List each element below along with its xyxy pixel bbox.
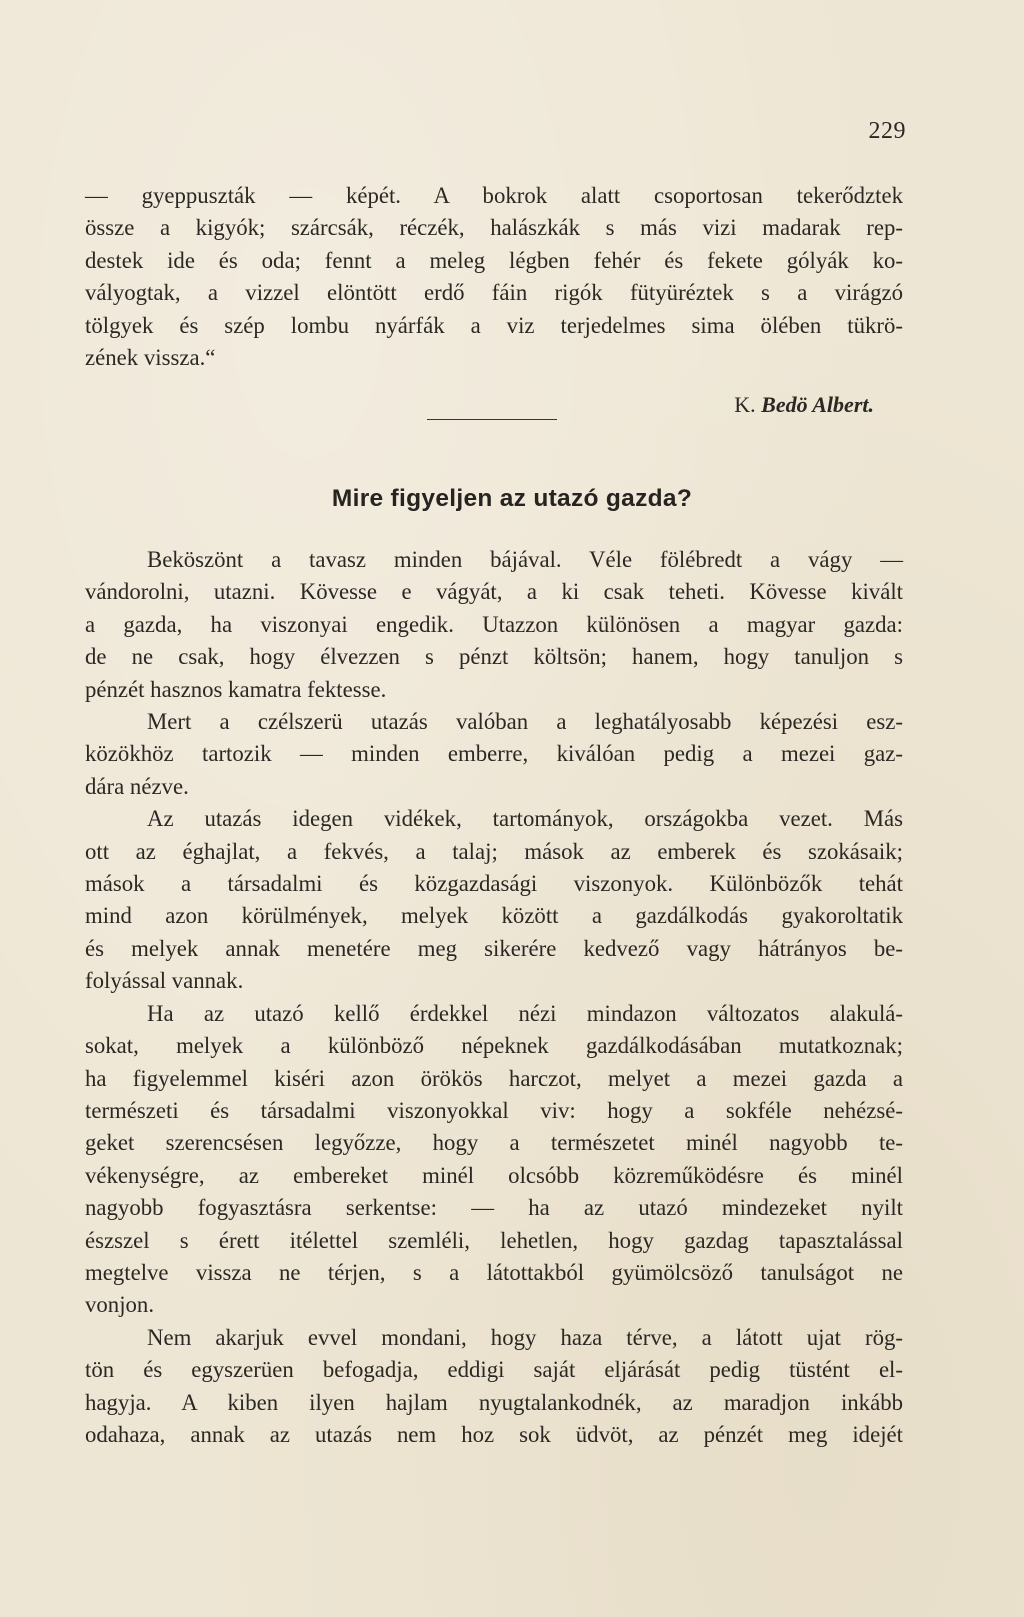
text-line: geket szerencsésen legyőzze, hogy a természetet minél nagyobb te- (85, 1130, 903, 1156)
text-line: Az utazás idegen vidékek, tartományok, országokba vezet. Más (147, 806, 903, 832)
text-line: vályogtak, a vizzel elöntött erdő fáin rigók fütyüréztek s a virágzó (85, 280, 903, 306)
text-line: tölgyek és szép lombu nyárfák a viz terjedelmes sima ölében tükrö- (85, 312, 903, 338)
text-line: ha figyelemmel kiséri azon örökös harczot, melyet a mezei gazda a (85, 1065, 903, 1091)
text-line: Beköszönt a tavasz minden bájával. Véle fölébredt a vágy — (147, 547, 903, 572)
text-line: természeti és társadalmi viszonyokkal viv: hogy a sokféle nehézsé- (85, 1097, 903, 1123)
text-line: hagyja. A kiben ilyen hajlam nyugtalankodnék, az maradjon inkább (85, 1389, 903, 1415)
author-signature (734, 392, 874, 418)
text-line: zének vissza.“ (85, 345, 216, 371)
paragraph (85, 706, 903, 803)
text-line: és melyek annak menetére meg sikerére kedvező vagy hátrányos be- (85, 935, 903, 961)
text-line: Ha az utazó kellő érdekkel nézi mindazon változatos alakulá- (147, 1000, 903, 1026)
page-number: 229 (868, 118, 906, 144)
paragraph (85, 1322, 903, 1452)
text-line: mind azon körülmények, melyek között a gazdálkodás gyakoroltatik (85, 903, 903, 929)
continuation-paragraph (85, 180, 903, 374)
text-line: mások a társadalmi és közgazdasági viszonyok. Különbözők tehát (85, 871, 903, 897)
text-line: Nem akarjuk evvel mondani, hogy haza térve, a látott ujat rög- (147, 1324, 903, 1350)
text-line: — gyeppuszták — képét. A bokrok alatt csoportosan tekerődztek (85, 183, 903, 208)
text-line: tön és egyszerüen befogadja, eddigi saját eljárását pedig tüstént el- (85, 1357, 903, 1383)
signature-initial: K. (734, 392, 756, 417)
text-line: vándorolni, utazni. Kövesse e vágyát, a ki csak teheti. Kövesse kivált (85, 579, 903, 605)
text-line: vonjon. (85, 1292, 155, 1318)
text-line: de ne csak, hogy élvezzen s pénzt költsön; hanem, hogy tanuljon s (85, 644, 903, 670)
article-body (85, 544, 903, 1451)
text-line: a gazda, ha viszonyai engedik. Utazzon különösen a magyar gazda: (85, 611, 903, 637)
text-line: vékenységre, az embereket minél olcsóbb közreműködésre és minél (85, 1162, 903, 1188)
text-line: össze a kigyók; szárcsák, réczék, halászkák s más vizi madarak rep- (85, 215, 903, 241)
text-line: Mert a czélszerü utazás valóban a leghatályosabb képezési esz- (147, 709, 903, 735)
text-line: odahaza, annak az utazás nem hoz sok üdvöt, az pénzét meg idejét (85, 1421, 903, 1447)
signature-name: Bedö Albert. (761, 392, 874, 417)
text-line: folyással vannak. (85, 968, 244, 994)
text-line: észszel s érett itélettel szemléli, lehetlen, hogy gazdag tapasztalással (85, 1227, 903, 1253)
text-line: megtelve vissza ne térjen, s a látottakból gyümölcsöző tanulságot ne (85, 1259, 903, 1285)
text-line: nagyobb fogyasztásra serkentse: — ha az utazó mindezeket nyilt (85, 1195, 903, 1221)
paragraph (85, 803, 903, 997)
text-line: ott az éghajlat, a fekvés, a talaj; mások az emberek és szokásaik; (85, 838, 903, 864)
paragraph (85, 998, 903, 1322)
text-line: közökhöz tartozik — minden emberre, kiválóan pedig a mezei gaz- (85, 741, 903, 767)
text-line: pénzét hasznos kamatra fektesse. (85, 676, 387, 702)
section-divider (427, 419, 557, 420)
paragraph (85, 544, 903, 706)
text-line: sokat, melyek a különböző népeknek gazdálkodásában mutatkoznak; (85, 1033, 903, 1059)
text-line: dára nézve. (85, 773, 189, 799)
text-line: destek ide és oda; fennt a meleg légben fehér és fekete gólyák ko- (85, 247, 903, 273)
section-heading: Mire figyeljen az utazó gazda? (331, 485, 693, 512)
